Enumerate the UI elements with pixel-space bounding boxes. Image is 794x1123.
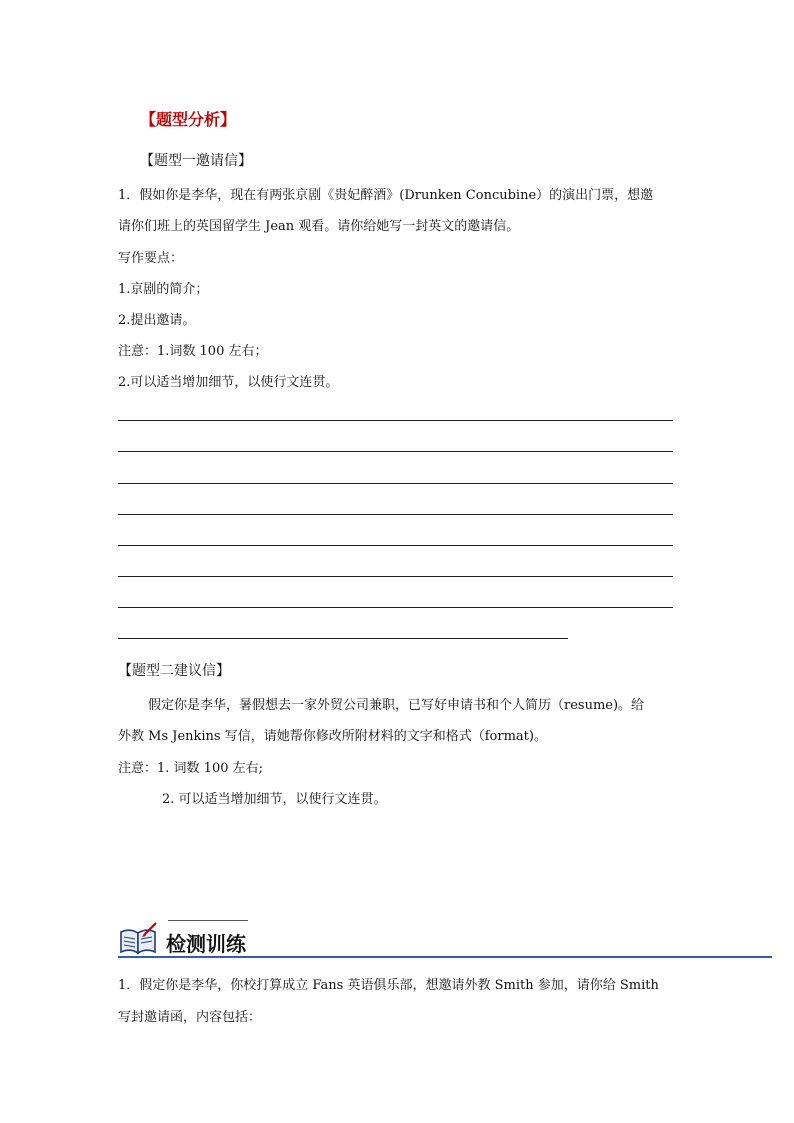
type2-line2: 外教 Ms Jenkins 写信，请她帮你修改所附材料的文字和格式（format)。 (118, 729, 547, 744)
type2-heading: 【题型二建议信】 (118, 663, 230, 679)
answer-line (118, 483, 673, 484)
type1-heading: 【题型一邀请信】 (140, 153, 252, 169)
answer-line (118, 514, 673, 515)
type2-line1: 假定你是李华，暑假想去一家外贸公司兼职，已写好申请书和个人简历（resume)。给 (148, 698, 645, 713)
type1-note1: 注意：1.词数 100 左右； (118, 344, 268, 359)
type2-note2: 2. 可以适当增加细节，以使行文连贯。 (162, 792, 387, 807)
answer-line (118, 420, 673, 421)
answer-line (118, 576, 673, 577)
type1-point1: 1.京剧的简介； (118, 282, 209, 297)
book-pen-icon (118, 920, 160, 956)
type1-question-line1: 1．假如你是李华，现在有两张京剧《贵妃醉酒》(Drunken Concubine）的演出门票，想邀 (118, 188, 654, 203)
section-heading-analysis: 【题型分析】 (140, 110, 237, 129)
type1-point2: 2.提出邀请。 (118, 313, 196, 328)
type1-question-line2: 请你们班上的英国留学生 Jean 观看。请你给她写一封英文的邀请信。 (118, 219, 520, 234)
answer-line (118, 638, 568, 639)
type1-points-label: 写作要点： (118, 251, 184, 266)
practice-question-line1: 1．假定你是李华，你校打算成立 Fans 英语俱乐部，想邀请外教 Smith 参加，请你给 Smith (118, 978, 659, 993)
answer-line (118, 607, 673, 608)
section-underline (118, 956, 772, 958)
answer-line (118, 451, 673, 452)
type1-note2: 2.可以适当增加细节，以使行文连贯。 (118, 375, 339, 390)
answer-line (118, 545, 673, 546)
section-title: 检测训练 (166, 932, 246, 956)
section-top-rule (168, 920, 248, 921)
type2-note1: 注意：1. 词数 100 左右; (118, 761, 263, 776)
practice-question-line2: 写封邀请函，内容包括： (118, 1010, 262, 1025)
